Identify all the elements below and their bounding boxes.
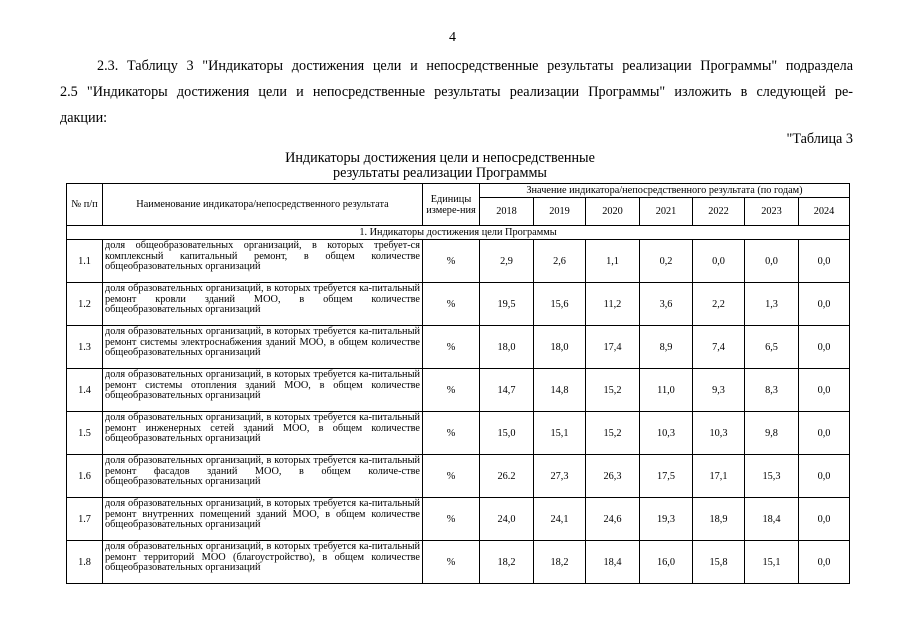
indicator-value: 0,0 [799,326,850,369]
table-title-line-1: Индикаторы достижения цели и непосредственные [285,150,595,166]
header-values-group: Значение индикатора/непосредственного результата (по годам) [480,184,850,198]
header-year: 2022 [693,198,745,226]
indicator-value: 17,5 [640,455,693,498]
indicator-value: 17,4 [586,326,640,369]
indicator-value: 0,2 [640,240,693,283]
indicator-value: 0,0 [745,240,799,283]
row-number: 1.5 [67,412,103,455]
indicator-value: 27,3 [534,455,586,498]
indicator-value: 24,6 [586,498,640,541]
indicator-value: 2,2 [693,283,745,326]
indicator-unit: % [423,541,480,584]
indicator-value: 0,0 [799,541,850,584]
header-num: № п/п [67,184,103,226]
indicator-value: 0,0 [799,240,850,283]
indicator-value: 18,2 [534,541,586,584]
indicator-unit: % [423,412,480,455]
row-number: 1.8 [67,541,103,584]
intro-line-3: дакции: [60,110,108,126]
indicator-value: 7,4 [693,326,745,369]
row-number: 1.3 [67,326,103,369]
indicator-value: 15,2 [586,412,640,455]
indicator-value: 0,0 [799,412,850,455]
intro-line-2: 2.5 "Индикаторы достижения цели и непосредственные результаты реализации Программы" изложить в следующей ре- [60,84,853,100]
indicator-unit: % [423,326,480,369]
indicator-value: 0,0 [693,240,745,283]
indicator-value: 3,6 [640,283,693,326]
indicator-value: 18,0 [534,326,586,369]
table-row [67,455,850,498]
table-row [67,541,850,584]
indicator-value: 10,3 [693,412,745,455]
header-name: Наименование индикатора/непосредственного результата [103,184,423,226]
indicator-value: 26.2 [480,455,534,498]
indicator-value: 24,1 [534,498,586,541]
indicator-value: 11,0 [640,369,693,412]
indicator-value: 8,3 [745,369,799,412]
indicator-value: 15,0 [480,412,534,455]
indicator-unit: % [423,283,480,326]
header-year: 2023 [745,198,799,226]
header-year: 2024 [799,198,850,226]
row-number: 1.1 [67,240,103,283]
intro-line-1: 2.3. Таблицу 3 "Индикаторы достижения цели и непосредственные результаты реализации Программы" подраздела [97,58,853,74]
indicator-value: 8,9 [640,326,693,369]
page-number: 4 [449,30,456,45]
indicator-value: 15,8 [693,541,745,584]
indicator-value: 1,3 [745,283,799,326]
header-year: 2019 [534,198,586,226]
table-title-line-2: результаты реализации Программы [333,165,547,181]
indicator-value: 18,0 [480,326,534,369]
indicator-value: 24,0 [480,498,534,541]
indicator-value: 18,2 [480,541,534,584]
table-row [67,326,850,369]
indicator-value: 26,3 [586,455,640,498]
indicator-name: доля образовательных организаций, в которых требуется ка-питальный ремонт кровли зданий МОО, в общем количестве общеобразовательных организаций [103,283,423,326]
indicator-value: 15,1 [534,412,586,455]
indicator-value: 6,5 [745,326,799,369]
header-unit: Единицы измере-ния [423,184,480,226]
indicator-name: доля образовательных организаций, в которых требуется ка-питальный ремонт системы электроснабжения зданий МОО, в общем количестве общеобразовательных организаций [103,326,423,369]
indicator-unit: % [423,455,480,498]
indicator-value: 15,3 [745,455,799,498]
table-row [67,283,850,326]
table-row [67,412,850,455]
indicator-unit: % [423,369,480,412]
row-number: 1.6 [67,455,103,498]
indicator-value: 16,0 [640,541,693,584]
indicator-value: 14,8 [534,369,586,412]
indicator-unit: % [423,498,480,541]
row-number: 1.7 [67,498,103,541]
indicator-name: доля образовательных организаций, в которых требуется ка-питальный ремонт территорий МОО (благоустройство), в общем количестве общеобразовательных организаций [103,541,423,584]
indicator-value: 10,3 [640,412,693,455]
table-row [67,240,850,283]
indicator-name: доля общеобразовательных организаций, в которых требует-ся комплексный капитальный ремонт, в общем количестве общеобразовательных организаций [103,240,423,283]
section-title: 1. Индикаторы достижения цели Программы [67,226,850,240]
indicators-table [66,183,850,584]
header-year: 2018 [480,198,534,226]
indicator-value: 0,0 [799,283,850,326]
row-number: 1.4 [67,369,103,412]
row-number: 1.2 [67,283,103,326]
indicator-name: доля образовательных организаций, в которых требуется ка-питальный ремонт инженерных сетей зданий МОО, в общем количестве общеобразовательных организаций [103,412,423,455]
intro-paragraph [60,53,853,131]
indicator-unit: % [423,240,480,283]
header-year: 2020 [586,198,640,226]
indicator-value: 9,3 [693,369,745,412]
table-row [67,498,850,541]
indicator-value: 18,9 [693,498,745,541]
table-label: "Таблица 3 [786,131,853,147]
indicator-value: 2,9 [480,240,534,283]
indicator-value: 0,0 [799,369,850,412]
indicator-name: доля образовательных организаций, в которых требуется ка-питальный ремонт фасадов зданий МОО, в общем количе-стве общеобразовательных организаций [103,455,423,498]
indicator-value: 18,4 [745,498,799,541]
indicator-value: 15,1 [745,541,799,584]
indicator-value: 1,1 [586,240,640,283]
indicator-name: доля образовательных организаций, в которых требуется ка-питальный ремонт системы отопления зданий МОО, в общем количестве общеобразовательных организаций [103,369,423,412]
table-row [67,369,850,412]
indicator-value: 9,8 [745,412,799,455]
indicator-value: 15,2 [586,369,640,412]
indicator-value: 15,6 [534,283,586,326]
indicator-value: 14,7 [480,369,534,412]
indicator-value: 11,2 [586,283,640,326]
indicator-value: 0,0 [799,455,850,498]
indicator-value: 19,5 [480,283,534,326]
indicator-value: 2,6 [534,240,586,283]
header-year: 2021 [640,198,693,226]
indicator-value: 18,4 [586,541,640,584]
indicator-value: 19,3 [640,498,693,541]
indicator-name: доля образовательных организаций, в которых требуется ка-питальный ремонт внутренних помещений зданий МОО, в общем количестве общеобразовательных организаций [103,498,423,541]
indicator-value: 0,0 [799,498,850,541]
indicator-value: 17,1 [693,455,745,498]
